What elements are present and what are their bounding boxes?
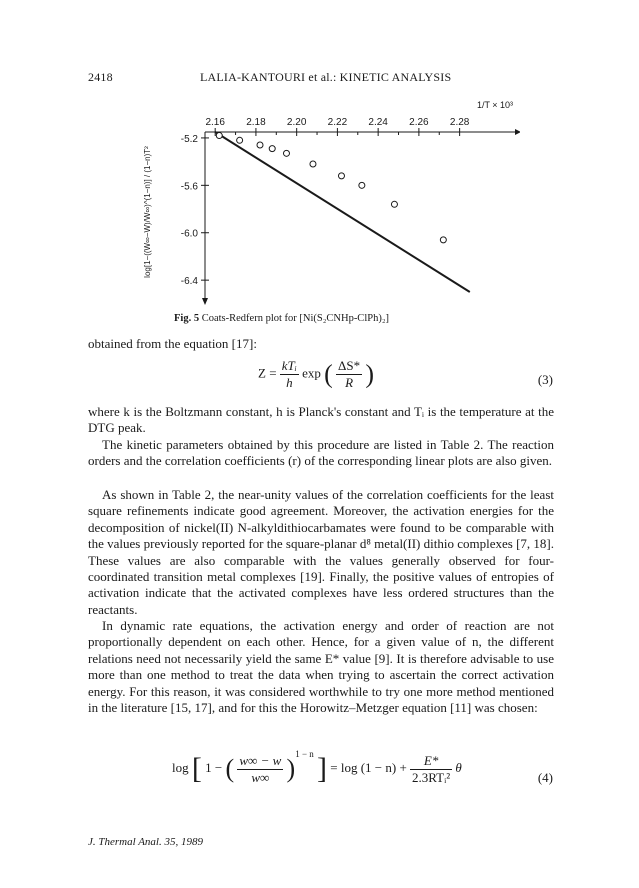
eq3-inner-fraction	[336, 358, 362, 391]
x-tick-label: 2.24	[368, 117, 388, 128]
x-tick-label: 2.26	[409, 117, 429, 128]
eq4-inner-numerator: w∞ − w	[239, 752, 282, 768]
eq4-bracket-open: [	[191, 752, 202, 785]
eq4-paren-close: )	[286, 754, 296, 783]
figure-caption-label: Fig. 5	[174, 313, 200, 324]
eq3-lhs: Z =	[258, 365, 277, 381]
eq4-denominator: 2.3RTᵢ²	[412, 769, 451, 785]
paragraph-boltzmann: where k is the Boltzmann constant, h is Planck's constant and Tᵢ is the temperature at the DTG peak.	[88, 404, 554, 436]
fit-line	[215, 132, 470, 292]
eq3-numerator: kTᵢ	[281, 358, 297, 373]
eq3-denominator: h	[286, 375, 293, 390]
running-title: LALIA-KANTOURI et al.: KINETIC ANALYSIS	[200, 70, 452, 84]
equation-4-number: (4)	[537, 770, 553, 785]
data-point	[237, 137, 243, 143]
eq4-rhs: = log (1 − n) +	[330, 759, 407, 775]
y-tick-label: -6.0	[180, 228, 198, 240]
eq3-inner-denominator: R	[345, 375, 354, 390]
x-tick-label: 2.16	[205, 117, 225, 128]
figure-caption-text: Coats-Redfern plot for [Ni(S₂CNHp-ClPh)₂]	[201, 313, 389, 324]
data-point	[359, 182, 365, 188]
paragraph-correlation: As shown in Table 2, the near-unity values of the correlation coefficients for the least square refinements indicate good agreement. Moreover, the activation energies for the decomposition of nickel(II) N-alkyldithiocarbamates were found to be comparable with the values previously reported for the square-planar d⁸ metal(II) dithio complexes [7, 18]. These values are also comparable with the values generally observed for four-coordinated transition metal complexes [19]. Finally, the positive values of entropies of activation indicate that the activated complexes have less ordered structures than the reactants.	[88, 487, 554, 617]
eq4-inner-fraction	[237, 753, 283, 786]
y-axis-label: log[1−((W∞−W)/W∞)^(1−n)] / (1−n)T²	[143, 146, 152, 278]
eq3-paren-open: (	[324, 359, 333, 389]
journal-footer: J. Thermal Anal. 35, 1989	[88, 836, 203, 848]
x-tick-label: 2.18	[246, 117, 266, 128]
eq4-inner-denominator: w∞	[251, 769, 270, 785]
data-point	[269, 146, 275, 152]
data-point	[283, 150, 289, 156]
eq4-numerator: E*	[410, 753, 452, 770]
y-tick-label: -5.2	[180, 133, 198, 145]
eq3-inner-numerator: ΔS*	[338, 358, 361, 373]
equation-3-number: (3)	[537, 372, 553, 387]
data-point	[257, 142, 263, 148]
paragraph-kinetic-parameters: The kinetic parameters obtained by this procedure are listed in Table 2. The reaction orders and the correlation coefficients (r) of the corresponding linear plots are also given.	[88, 437, 554, 469]
data-point	[216, 133, 222, 139]
eq3-paren-close: )	[365, 359, 375, 389]
eq4-theta: θ	[455, 759, 462, 775]
x-tick-label: 2.22	[327, 117, 348, 128]
data-point	[338, 173, 344, 179]
x-axis-arrow	[515, 129, 520, 135]
y-tick-label: -5.6	[180, 181, 198, 193]
eq4-exponent: 1 − n	[295, 748, 314, 759]
paragraph-dynamic-rate: In dynamic rate equations, the activation energy and order of reaction are not proportionally dependent on each other. Hence, for a given value of n, the different relations need not necessarily yield the same E* value [9]. It is therefore advisable to use more than one method to treat the data when trying to ascertain the correct activation energy. For this reason, it was considered worthwhile to try one more method mentioned in the literature [15, 17], and for this the Horowitz–Metzger equation [11] was chosen:	[88, 618, 554, 716]
data-point	[391, 201, 397, 207]
data-point	[310, 161, 316, 167]
eq3-fraction	[280, 358, 299, 391]
data-point	[440, 237, 446, 243]
eq4-one-minus: 1 −	[205, 759, 223, 775]
eq4-fraction	[410, 753, 452, 786]
eq4-bracket-close: ]	[317, 752, 328, 785]
equation-4	[172, 748, 462, 786]
eq4-log: log	[172, 759, 189, 775]
y-tick-label: -6.4	[180, 276, 198, 288]
y-axis-arrow	[202, 298, 208, 305]
coats-redfern-chart	[140, 92, 520, 312]
eq3-exp: exp	[302, 365, 321, 381]
equation-3	[258, 358, 374, 391]
figure-caption	[174, 313, 389, 324]
x-axis-label: 1/T × 10³	[476, 100, 514, 110]
paragraph-intro: obtained from the equation [17]:	[88, 336, 257, 351]
x-tick-label: 2.28	[449, 117, 470, 128]
x-tick-label: 2.20	[286, 117, 307, 128]
eq4-paren-open: (	[225, 754, 235, 783]
page-number: 2418	[88, 70, 113, 84]
